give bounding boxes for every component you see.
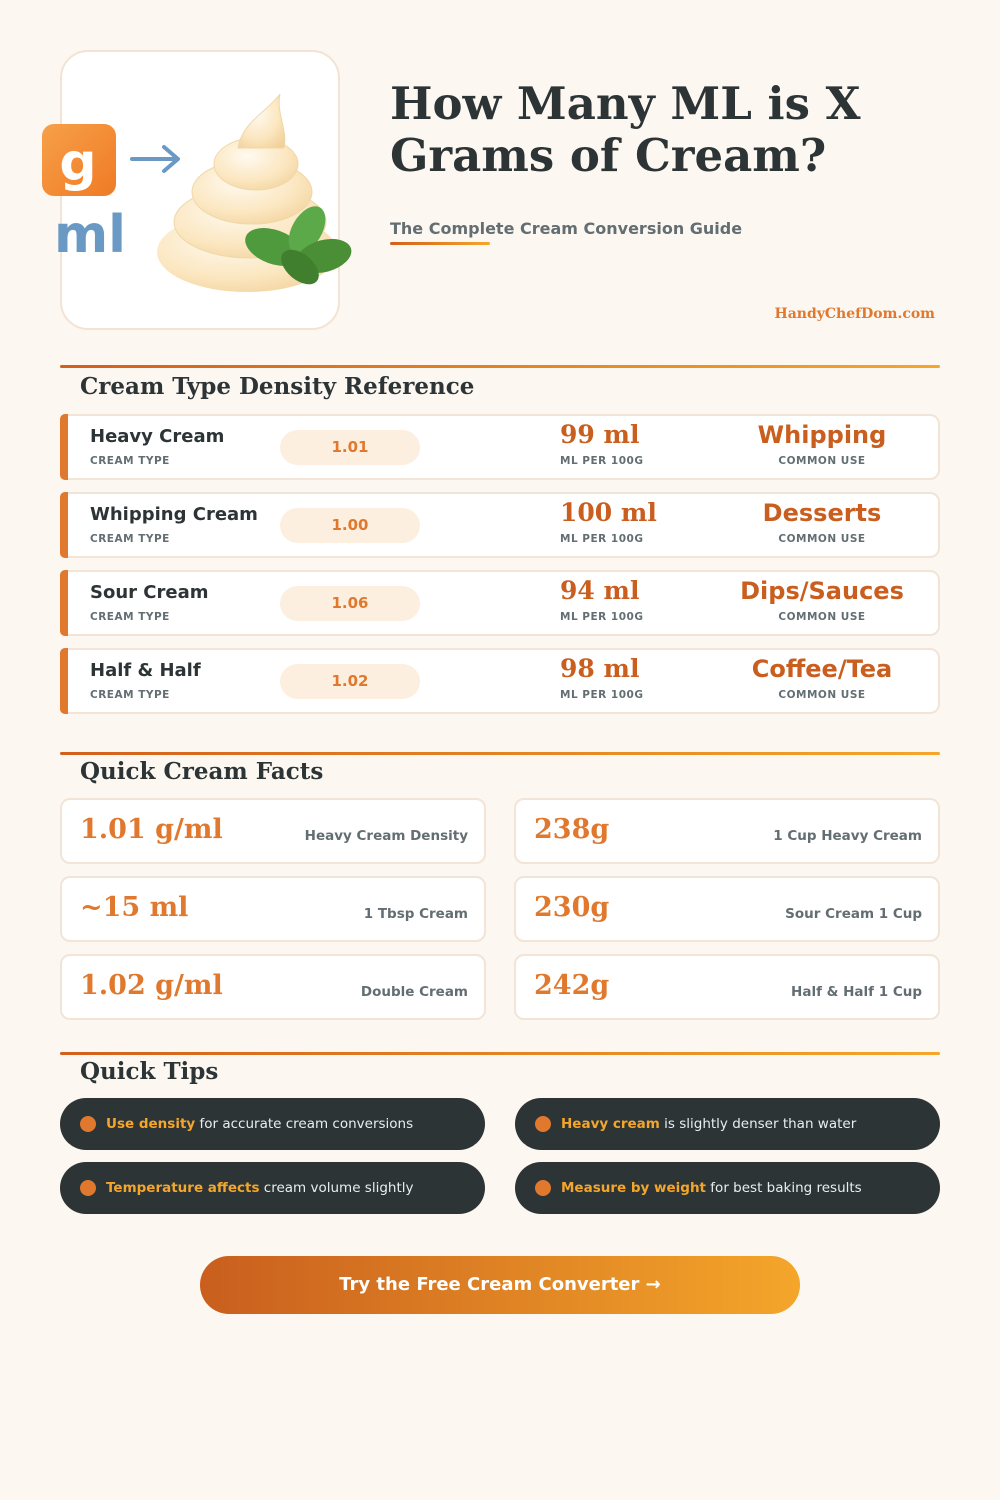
ml-per-100g-value: 100 ml [560, 498, 657, 527]
fact-card [514, 954, 940, 1020]
density-pill: 1.02 [280, 664, 420, 699]
bullet-dot-icon [80, 1180, 96, 1196]
ml-per-100g-value: 98 ml [560, 654, 640, 683]
ml-per-100g-value: 94 ml [560, 576, 640, 605]
cream-type-name: Whipping Cream [90, 504, 258, 525]
cream-type-label: CREAM TYPE [90, 689, 170, 701]
fact-value: 238g [534, 814, 610, 845]
tip-pill [515, 1098, 940, 1150]
fact-value: 1.01 g/ml [80, 814, 223, 845]
fact-label: Heavy Cream Density [304, 828, 468, 844]
common-use-value: Dips/Sauces [740, 577, 904, 605]
tip-text: for best baking results [706, 1180, 862, 1196]
density-pill: 1.06 [280, 586, 420, 621]
density-section-title: Cream Type Density Reference [80, 373, 475, 400]
fact-value: 1.02 g/ml [80, 970, 223, 1001]
fact-card [514, 798, 940, 864]
density-row [60, 414, 940, 480]
cream-type-name: Heavy Cream [90, 426, 225, 447]
page-title: How Many ML is X Grams of Cream? [390, 77, 861, 182]
hero-illustration [54, 50, 340, 330]
tip-highlight: Measure by weight [561, 1180, 707, 1196]
ml-per-100g-value: 99 ml [560, 420, 640, 449]
facts-section-title: Quick Cream Facts [80, 758, 324, 785]
ml-glyph: ml [54, 205, 127, 265]
common-use-value: Coffee/Tea [751, 655, 893, 683]
fact-card [60, 876, 486, 942]
ml-per-100g-label: ML PER 100G [560, 611, 644, 623]
cream-type-label: CREAM TYPE [90, 533, 170, 545]
tip-highlight: Use density [106, 1116, 196, 1132]
common-use-label: COMMON USE [778, 689, 866, 701]
row-accent-bar [60, 414, 68, 480]
fact-label: Double Cream [360, 984, 468, 1000]
common-use-label: COMMON USE [778, 533, 866, 545]
tip-highlight: Heavy cream [561, 1116, 660, 1132]
density-pill: 1.00 [280, 508, 420, 543]
row-accent-bar [60, 492, 68, 558]
cream-type-label: CREAM TYPE [90, 455, 170, 467]
fact-label: Sour Cream 1 Cup [785, 906, 922, 922]
density-row [60, 570, 940, 636]
cream-converter-cta-button[interactable]: Try the Free Cream Converter → [200, 1256, 800, 1314]
ml-per-100g-label: ML PER 100G [560, 689, 644, 701]
grams-glyph: g [59, 133, 97, 193]
tip-pill [515, 1162, 940, 1214]
common-use-value: Whipping [757, 421, 887, 449]
common-use-label: COMMON USE [778, 455, 866, 467]
subtitle-underline [390, 242, 490, 245]
tip-text: for accurate cream conversions [195, 1116, 414, 1132]
fact-value: 230g [534, 892, 610, 923]
row-accent-bar [60, 648, 68, 714]
common-use-label: COMMON USE [778, 611, 866, 623]
tip-pill [60, 1162, 485, 1214]
bullet-dot-icon [535, 1116, 551, 1132]
section-divider [60, 752, 940, 755]
fact-label: Half & Half 1 Cup [791, 984, 922, 1000]
density-pill: 1.01 [280, 430, 420, 465]
fact-value: 242g [534, 970, 610, 1001]
fact-card [60, 954, 486, 1020]
tips-section-title: Quick Tips [80, 1058, 219, 1085]
density-row [60, 492, 940, 558]
site-link[interactable]: HandyChefDom.com [774, 306, 935, 322]
cream-type-name: Sour Cream [90, 582, 209, 603]
common-use-value: Desserts [762, 499, 882, 527]
tip-text: is slightly denser than water [659, 1116, 857, 1132]
cream-type-name: Half & Half [90, 660, 201, 681]
fact-card [514, 876, 940, 942]
page-subtitle: The Complete Cream Conversion Guide [390, 219, 743, 238]
tip-pill [60, 1098, 485, 1150]
bullet-dot-icon [535, 1180, 551, 1196]
fact-label: 1 Tbsp Cream [363, 906, 468, 922]
row-accent-bar [60, 570, 68, 636]
tip-text: cream volume slightly [259, 1180, 414, 1196]
tip-highlight: Temperature affects [106, 1180, 260, 1196]
ml-per-100g-label: ML PER 100G [560, 533, 644, 545]
density-row [60, 648, 940, 714]
fact-value: ~15 ml [80, 892, 189, 923]
section-divider [60, 1052, 940, 1055]
fact-label: 1 Cup Heavy Cream [773, 828, 922, 844]
fact-card [60, 798, 486, 864]
bullet-dot-icon [80, 1116, 96, 1132]
section-divider [60, 365, 940, 368]
cream-type-label: CREAM TYPE [90, 611, 170, 623]
ml-per-100g-label: ML PER 100G [560, 455, 644, 467]
